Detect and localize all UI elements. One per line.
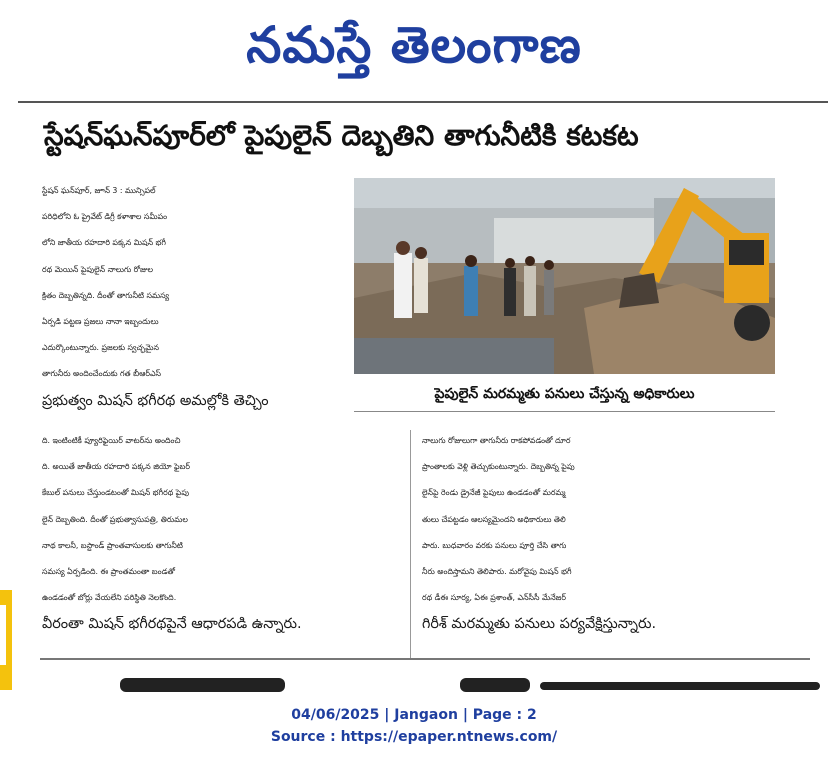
caption-rule [354, 411, 775, 412]
body-text-line: ప్రాంతాలకు వెళ్లి తెచ్చుకుంటున్నారు. దెబ్బతిన్న పైపు [422, 462, 575, 472]
body-text-line: క్రితం దెబ్బతిన్నది. దీంతో తాగునీటి సమస్య [42, 290, 170, 300]
body-text-line: నాథ కాలనీ, బస్టాండ్ ప్రాంతవాసులకు తాగునీటి [42, 540, 183, 550]
article-end-rule [40, 658, 810, 660]
body-text-line: ఉండడంతో బోర్లు వేయలేని పరిస్థితి నెలకొంది. [42, 593, 177, 603]
body-text-line: ది. అయితే జాతీయ రహదారి పక్కన జియో ఫైబర్ [42, 462, 190, 472]
adjacent-article-border-inner [0, 605, 6, 665]
body-text-line: స్టేషన్ ఘన్‌పూర్, జూన్ 3 : మున్సిపల్ [42, 186, 156, 195]
body-text-line: కేబుల్ పనులు చేస్తుండటంతో మిషన్ భగీరథ పైపు [42, 488, 190, 498]
body-text-line: రథ మెయిన్ పైపులైన్ నాలుగు రోజుల [42, 264, 154, 274]
body-text-line: నీరు అందిస్తామని తెలిపారు. మరోవైపు మిషన్ భగీ [422, 567, 572, 577]
cropped-heading-fragment [120, 678, 285, 692]
newspaper-logo: నమస్తే తెలంగాణ [246, 15, 582, 74]
photo-caption: పైపులైన్ మరమ్మతు పనులు చేస్తున్న అధికారులు [434, 386, 695, 402]
body-text-line: ఎదుర్కొంటున్నారు. ప్రజలకు స్వచ్ఛమైన [42, 343, 159, 353]
top-rule [18, 101, 828, 103]
body-text-line: ది. ఇంటింటికీ ప్యూరిఫైయిర్ వాటర్‌ను అందించి [42, 436, 181, 445]
body-text-line: లైన్ దెబ్బతింది. దీంతో ప్రభుత్వాసుపత్రి, తిరుమల [42, 514, 188, 524]
left-column-top [42, 178, 398, 414]
cropped-heading-fragment [460, 678, 530, 692]
body-text-line: ఏర్పడి పట్టణ ప్రజలు నానా ఇబ్బందులు [42, 317, 159, 327]
body-text-line: రథ డీఈ సూర్య, ఏఈ ప్రశాంత్, ఎన్‌సీసీ మేనేజర్ [422, 593, 567, 603]
body-text-line: తులు చేపట్టడం ఆలస్యమైందని అధికారులు తెలి [422, 514, 566, 524]
right-column [422, 428, 782, 638]
body-text-line: లోని జాతీయ రహదారి పక్కన మిషన్ భగీ [42, 238, 166, 248]
body-text-line: పారు. బుధవారం వరకు పనులు పూర్తి చేసి తాగు [422, 540, 567, 550]
body-text-line: నాలుగు రోజులుగా తాగునీరు రాకపోవడంతో దూర [422, 436, 571, 445]
body-text-line: వీరంతా మిషన్ భగీరథపైనే ఆధారపడి ఉన్నారు. [42, 616, 302, 633]
body-text-line: తాగునీరు అందించేందుకు గత బీఆర్‌ఎస్ [42, 369, 161, 379]
body-text-line: లైన్‌పై రెండు డ్రైనేజీ పైపులు ఉండడంతో మరమ్మ [422, 488, 566, 498]
body-text-line: గిరీశ్ మరమ్మతు పనులు పర్యవేక్షిస్తున్నారు. [422, 616, 657, 633]
excavation-scene-image [354, 178, 775, 374]
article-headline: స్టేషన్‌ఘన్‌పూర్‌లో పైపులైన్ దెబ్బతిని తాగునీటికి కటకట [44, 119, 639, 152]
next-article-heading-cropped [120, 672, 820, 694]
left-column-bottom [42, 428, 398, 638]
page-footer [0, 704, 828, 748]
masthead [0, 0, 828, 90]
cropped-heading-fragment [540, 682, 820, 690]
body-text-line: పరిధిలోని ఓ ప్రైవేట్ డిగ్రీ కళాశాల సమీపం [42, 212, 168, 222]
source-link[interactable]: Source : https://epaper.ntnews.com/ [270, 729, 558, 745]
body-text-line: సమస్య ఏర్పడింది. ఈ ప్రాంతమంతా బండతో [42, 567, 175, 577]
edition-info: 04/06/2025 | Jangaon | Page : 2 [291, 707, 537, 723]
article-photo [354, 178, 775, 374]
column-divider [410, 430, 411, 660]
body-text-line: ప్రభుత్వం మిషన్ భగీరథ అమల్లోకి తెచ్చిం [42, 392, 269, 409]
